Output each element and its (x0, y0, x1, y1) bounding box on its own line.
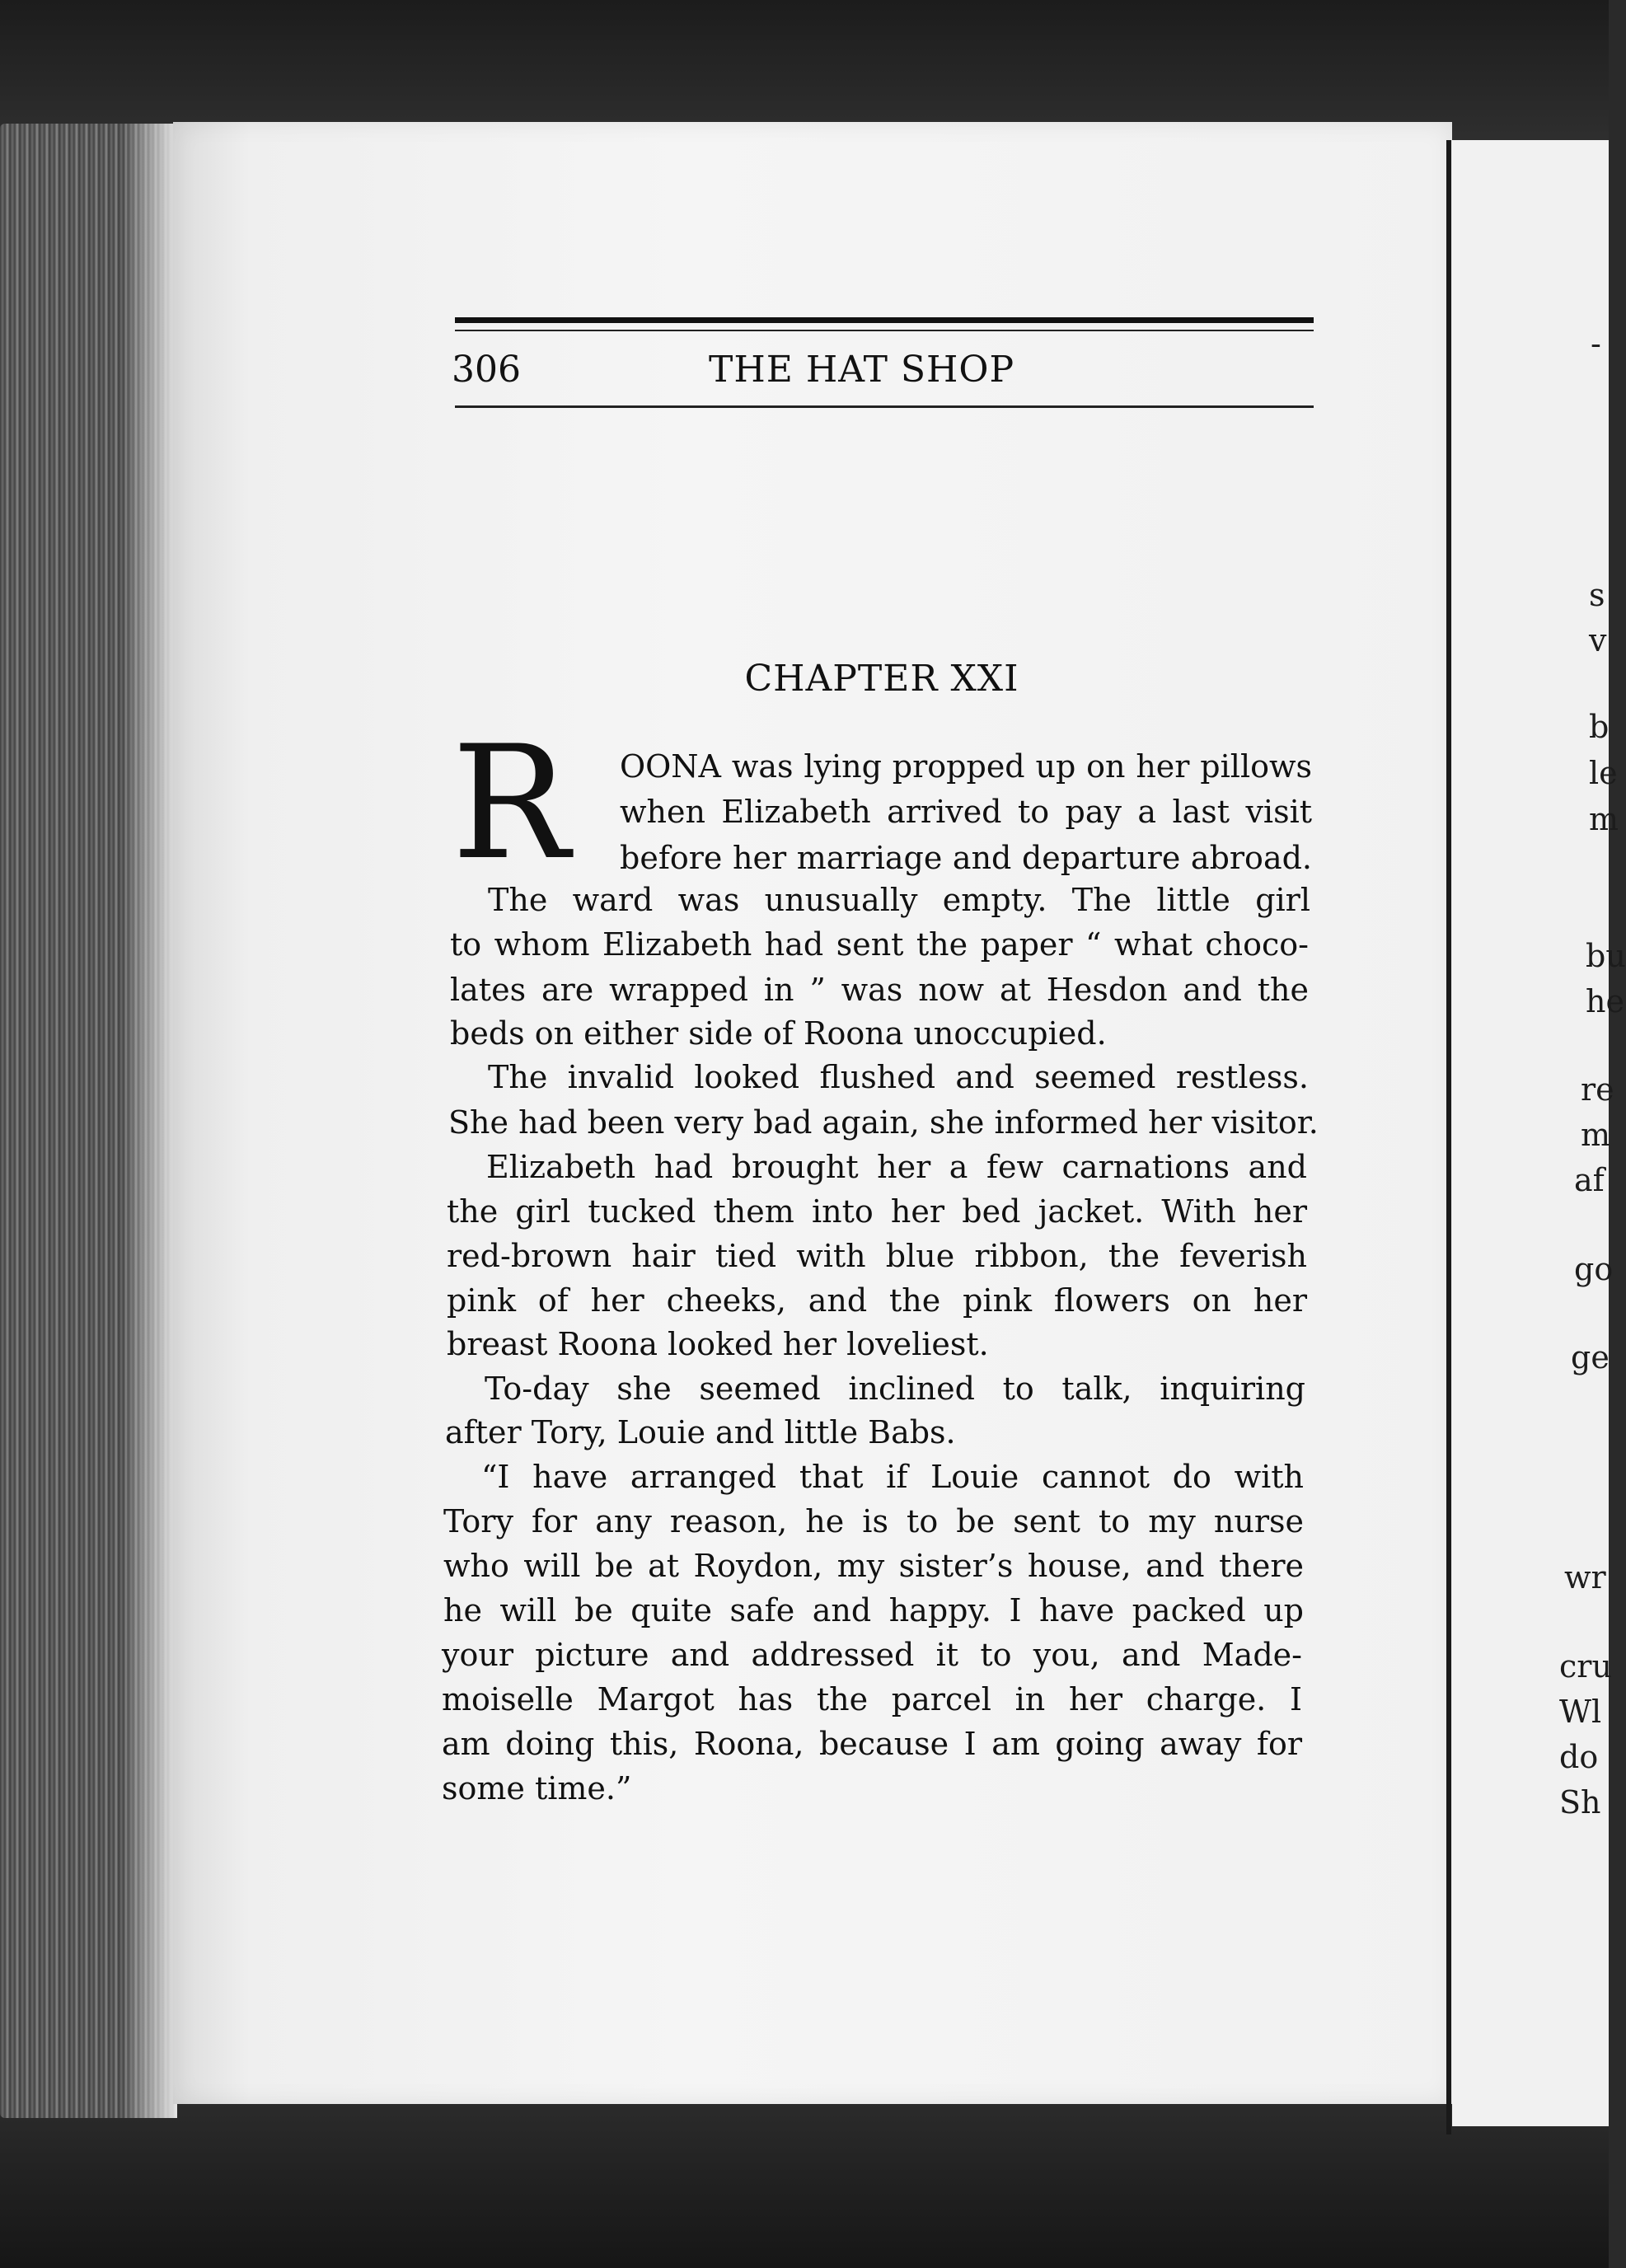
facing-page-fragment: go (1574, 1251, 1614, 1287)
text-line: To-day she seemed inclined to talk, inquiring (485, 1371, 1305, 1407)
facing-page-fragment: Wl (1559, 1694, 1602, 1730)
drop-cap: R (452, 712, 570, 894)
text-line: he will be quite safe and happy. I have packed up (443, 1592, 1304, 1628)
text-line: when Elizabeth arrived to pay a last visit (620, 794, 1312, 830)
book-gutter (1446, 140, 1451, 2134)
header-rule-bottom (455, 405, 1314, 408)
text-line: some time.” (442, 1770, 632, 1806)
text-line: The invalid looked flushed and seemed restless. (488, 1059, 1309, 1095)
text-line: Tory for any reason, he is to be sent to my nurse (443, 1503, 1304, 1539)
page-number: 306 (452, 349, 521, 391)
text-line: the girl tucked them into her bed jacket. With her (447, 1193, 1307, 1230)
facing-page-mark: - (1591, 326, 1601, 362)
text-line: OONA was lying propped up on her pillows (620, 748, 1312, 785)
text-line: breast Roona looked her loveliest. (447, 1326, 989, 1362)
text-line: lates are wrapped in ” was now at Hesdon and the (450, 972, 1309, 1008)
text-line: beds on either side of Roona unoccupied. (450, 1015, 1107, 1052)
facing-page-fragment: s (1589, 577, 1605, 613)
running-head: THE HAT SHOP (709, 349, 1015, 391)
facing-page-fragment: ge (1571, 1339, 1610, 1375)
text-line: moiselle Margot has the parcel in her charge. I (442, 1681, 1302, 1717)
text-line: The ward was unusually empty. The little girl (488, 882, 1310, 918)
facing-page-fragment: af (1574, 1162, 1605, 1198)
facing-page-fragment: bu (1586, 938, 1626, 974)
text-line: Elizabeth had brought her a few carnations and (486, 1149, 1307, 1185)
text-line: to whom Elizabeth had sent the paper “ what choco- (450, 926, 1309, 963)
facing-page-fragment: he (1586, 983, 1624, 1019)
text-line: your picture and addressed it to you, and Made- (442, 1637, 1302, 1673)
text-line: am doing this, Roona, because I am going away for (442, 1726, 1302, 1762)
text-line: who will be at Roydon, my sister’s house, and there (443, 1548, 1304, 1584)
facing-page-fragment: le (1589, 755, 1618, 791)
text-line: after Tory, Louie and little Babs. (445, 1414, 956, 1450)
facing-page-fragment: re (1581, 1071, 1614, 1108)
facing-page-fragment: b (1589, 709, 1610, 745)
chapter-title: CHAPTER XXI (744, 658, 1019, 700)
text-line: “I have arranged that if Louie cannot do with (481, 1459, 1304, 1495)
header-rule-thin (455, 330, 1314, 331)
text-line: She had been very bad again, she informed her visitor. (448, 1104, 1319, 1141)
facing-page-fragment: wr (1564, 1559, 1606, 1596)
facing-page-fragment: m (1589, 801, 1619, 837)
book-page-edges (0, 124, 177, 2118)
text-line: red-brown hair tied with blue ribbon, the feverish (447, 1238, 1307, 1274)
text-line: pink of her cheeks, and the pink flowers on her (447, 1282, 1307, 1319)
facing-page-fragment: m (1581, 1117, 1611, 1153)
facing-page-fragment: Sh (1559, 1784, 1601, 1820)
header-rule-thick (455, 317, 1314, 323)
text-line: before her marriage and departure abroad. (620, 840, 1312, 876)
facing-page-fragment: cru (1559, 1648, 1612, 1685)
facing-page-fragment: v (1589, 622, 1607, 658)
facing-page-fragment: do (1559, 1739, 1599, 1775)
